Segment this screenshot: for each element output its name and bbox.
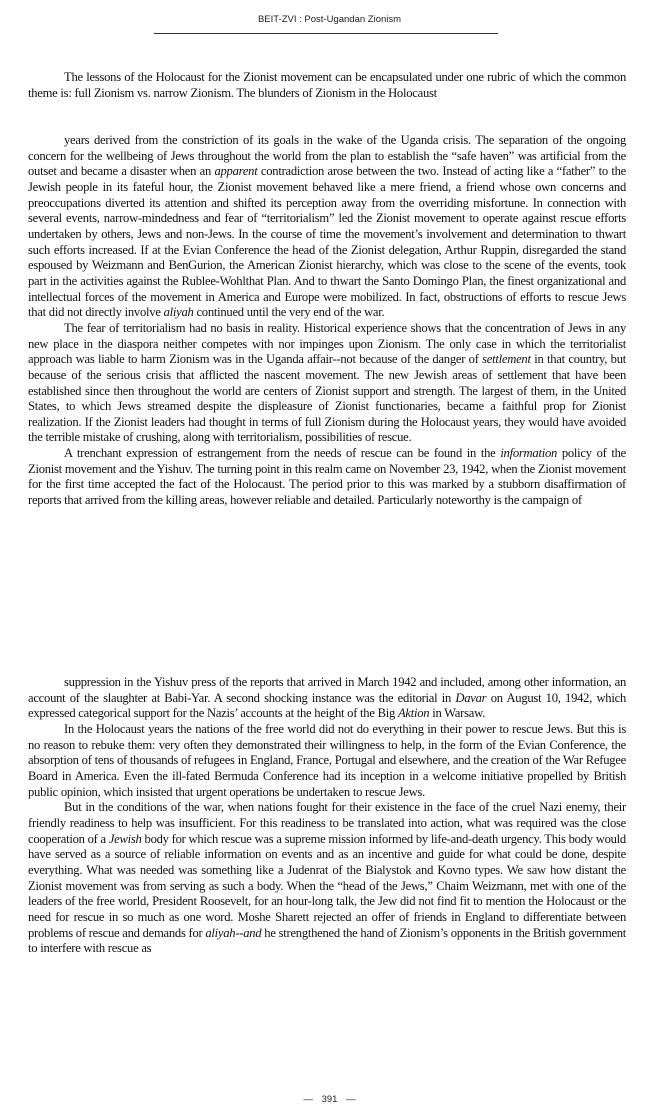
paragraph (28, 321, 626, 446)
text-run: in Warsaw. (429, 706, 486, 721)
text-run: he strengthened the hand of Zionism’s opponents in the British government to interfere with rescue as (28, 925, 627, 956)
text-run: on August 10, 1942, which expressed categorical support for the Nazis’ accounts at the height of the Big (28, 690, 626, 721)
running-head-title: BEIT-ZVI : Post-Ugandan Zionism (257, 14, 402, 25)
text-block-main (28, 133, 626, 509)
text-run: suppression in the Yishuv press of the reports that arrived in March 1942 and included, among other information, an account of the slaughter at Babi-Yar. A second shocking instance was the editorial in (28, 675, 626, 705)
text-run: in that country, but because of the serious crisis that afflicted the nascent movement. The new Jewish areas of settlement that have been established since then throughout the world are centers of Zionist support and strength. The largest of them, in the United States, to which Jews streamed despite the displeasure of Zionist functionaries, became a faithful prop for Zionist realization. If the Zionist leaders had thought in terms of full Zionism during the Holocaust years, they would have avoided the terrible mistake of crushing, along with territorialism, possibilities of rescue. (28, 352, 626, 445)
italic-term: aliyah (163, 305, 194, 320)
page-footer (0, 1094, 659, 1105)
text-run: The fear of territorialism had no basis in reality. Historical experience shows that the concentration of Jews in any new place in the diaspora neither competes with nor impinges upon Zionism. The only case in which the territorialist approach was liable to harm Zionism was in the Uganda affair--not because of the danger of (28, 320, 626, 367)
italic-term: Jewish (108, 831, 142, 846)
folio-dash-left: — (303, 1094, 313, 1105)
italic-term: Aktion (397, 706, 430, 721)
page-number: 391 (321, 1094, 338, 1105)
text-run: body for which rescue was a supreme mission informed by life-and-death urgency. This body would have served as a source of reliable information on events and as an incentive and guide for what could be done, despite everything. What was needed was something like a Judenrat of the Bialystok and Kovno types. We saw how distant the Zionist movement was from serving as such a body. When the “head of the Jews,” Chaim Weizmann, met with one of the leaders of the free world, President Roosevelt, for an hour-long talk, the Jew did not find fit to mention the Holocaust or the need for rescue in so much as one word. Moshe Sharett rejected an offer of friends in England to differentiate between problems of rescue and demands for (28, 831, 626, 940)
text-block-continuation (28, 675, 626, 957)
paragraph (28, 70, 626, 101)
text-run: policy of the Zionist movement and the Yishuv. The turning point in this realm came on November 23, 1942, when the Zionist movement for the first time accepted the fact of the Holocaust. The period prior to this was marked by a stubborn disaffirmation of reports that arrived from the killing areas, however reliable and detailed. Particularly noteworthy is the campaign of (28, 446, 626, 508)
paragraph (28, 675, 626, 722)
text-run: But in the conditions of the war, when nations fought for their existence in the face of the cruel Nazi enemy, their friendly readiness to help was insufficient. For this readiness to be translated into action, what was required was the close cooperation of a (28, 800, 626, 846)
folio-dash-right: — (346, 1094, 356, 1105)
text-run: The lessons of the Holocaust for the Zionist movement can be encapsulated under one rubric of which the common theme is: full Zionism vs. narrow Zionism. The blunders of Zionism in the Holocaust (28, 70, 626, 100)
text-run: years derived from the constriction of its goals in the wake of the Uganda crisis. The separation of the ongoing concern for the wellbeing of Jews throughout the world from the plan to establish the “safe haven” was artificial from the outset and became a disaster when an (28, 133, 626, 179)
text-run: continued until the very end of the war. (193, 305, 385, 320)
paragraph (28, 133, 626, 321)
italic-term: apparent (214, 164, 258, 179)
header-rule (154, 33, 498, 34)
text-block-opening (28, 70, 626, 101)
text-run: In the Holocaust years the nations of the free world did not do everything in their power to rescue Jews. But this is no reason to rebuke them: very often they demonstrated their willingness to help, in the form of the Evian Conference, the absorption of tens of thousands of refugees in England, France, Portugal and elsewhere, and the creation of the War Refugee Board in America. Even the ill-fated Bermuda Conference had its inception in a welcome initiative propelled by British public opinion, which insisted that urgent operations be undertaken to rescue Jews. (28, 721, 626, 799)
italic-term: information (500, 446, 558, 461)
paragraph (28, 800, 626, 957)
paragraph (28, 722, 626, 800)
text-run: contradiction arose between the two. Instead of acting like a “father” to the Jewish people in its fateful hour, the Zionist movement behaved like a mere friend, a friend whose own concerns and preoccupations diverted its attention and shifted its perception away from the overriding misfortune. In connection with several events, narrow-mindedness and fear of “territorialism” led the Zionist movement to operate against rescue efforts undertaken by others, Jews and non-Jews. In the course of time the movement’s involvement and determination to thwart such efforts increased. If at the Evian Conference the head of the Zionist delegation, Arthur Ruppin, disregarded the stand espoused by Weizmann and BenGurion, the American Zionist hierarchy, which was close to the scene of the events, took part in the activities against the Rublee-Wohlthat Plan. And to thwart the Santo Domingo Plan, the finest organizational and intellectual forces of the movement in America and Europe were mobilized. In fact, obstructions of efforts to rescue Jews that did not directly involve (28, 164, 627, 320)
italic-term: settlement (482, 352, 531, 367)
italic-term: Davar (455, 690, 487, 705)
italic-term: aliyah--and (205, 925, 262, 940)
text-run: A trenchant expression of estrangement from the needs of rescue can be found in the (64, 446, 501, 461)
paragraph (28, 446, 626, 509)
